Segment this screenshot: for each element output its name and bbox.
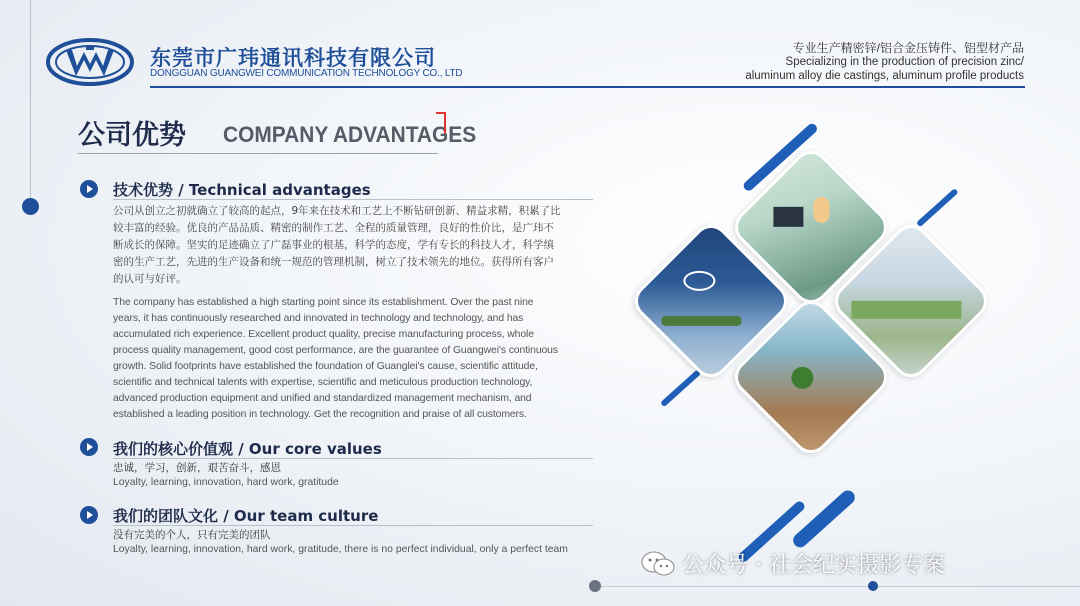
play-icon bbox=[80, 180, 98, 198]
team-culture-en: Loyalty, learning, innovation, hard work, gratitude, there is no perfect individual, only a perfect team bbox=[113, 544, 568, 555]
technical-en-line: process quality management, good cost performance, are the guarantee of Guangwei's continuous bbox=[113, 345, 558, 356]
tagline-en-line1: Specializing in the production of precision zinc/ bbox=[785, 56, 1024, 68]
company-logo bbox=[46, 38, 134, 86]
core-values-cn: 忠诚，学习，创新，艰苦奋斗，感恩 bbox=[113, 462, 281, 474]
decor-stripe bbox=[660, 369, 701, 407]
team-culture-cn: 没有完美的个人，只有完美的团队 bbox=[113, 529, 271, 541]
technical-cn-line: 公司从创立之初就确立了较高的起点，9年来在技术和工艺上不断钻研创新、精益求精，积累了比 bbox=[113, 205, 561, 217]
header-divider bbox=[150, 86, 1025, 88]
tagline-cn: 专业生产精密锌/铝合金压铸件、铝型材产品 bbox=[792, 41, 1024, 55]
section-rule bbox=[113, 458, 593, 459]
technical-cn-line: 密的生产工艺，先进的生产设备和统一规范的管理机制，树立了技术领先的地位。获得所有客户 bbox=[113, 256, 554, 268]
technical-en-line: established a leading position in technology. Get the recognition and praise of all customers. bbox=[113, 409, 527, 420]
technical-en-line: The company has established a high starting point since its establishment. Over the past nine bbox=[113, 297, 534, 308]
decor-dot bbox=[22, 198, 39, 215]
section-rule bbox=[113, 199, 593, 200]
decor-dot bbox=[868, 581, 878, 591]
section-title-team-culture: 我们的团队文化 / Our team culture bbox=[113, 507, 379, 525]
decor-dot bbox=[589, 580, 601, 592]
wechat-icon bbox=[640, 550, 676, 578]
technical-en-line: years, it has continuously researched and innovated in technology and technology, and has bbox=[113, 313, 524, 324]
title-accent bbox=[436, 112, 446, 134]
company-name-en: DONGGUAN GUANGWEI COMMUNICATION TECHNOLOGY CO., LTD bbox=[150, 68, 463, 79]
core-values-en: Loyalty, learning, innovation, hard work, gratitude bbox=[113, 477, 339, 488]
technical-en-paragraph bbox=[113, 295, 595, 423]
watermark-text: 公众号 · 社会纪实摄影专案 bbox=[682, 553, 945, 578]
technical-en-line: advanced production equipment and unified and standardized management mechanism, and bbox=[113, 393, 532, 404]
technical-cn-line: 较丰富的经验。优良的产品品质、精密的制作工艺、全程的质量管理，良好的性价比，是广玮不 bbox=[113, 222, 554, 234]
title-underline bbox=[78, 153, 438, 154]
watermark bbox=[640, 548, 945, 579]
tagline-en-line2: aluminum alloy die castings, aluminum profile products bbox=[745, 70, 1024, 82]
section-title-technical: 技术优势 / Technical advantages bbox=[113, 181, 371, 199]
play-icon bbox=[80, 506, 98, 524]
technical-cn-paragraph bbox=[113, 203, 595, 288]
technical-en-line: growth. Solid footprints have established the foundation of Guanglei's cause, scientific attitude, bbox=[113, 361, 538, 372]
page-title-en: COMPANY ADVANTAGES bbox=[223, 122, 477, 147]
decor-bottom-line bbox=[595, 586, 1080, 587]
decor-stripe bbox=[790, 488, 857, 551]
technical-cn-line: 断成长的保障。坚实的足迹确立了广磊事业的根基，科学的态度，学有专长的科技人才，科学缜 bbox=[113, 239, 554, 251]
tagline bbox=[745, 41, 1024, 83]
technical-en-line: scientific and technical talents with expertise, scientific and meticulous production technology, bbox=[113, 377, 533, 388]
play-icon bbox=[80, 438, 98, 456]
company-name-cn: 东莞市广玮通讯科技有限公司 bbox=[150, 46, 436, 70]
section-rule bbox=[113, 525, 593, 526]
decor-stripe bbox=[916, 188, 959, 227]
decor-vertical-line bbox=[30, 0, 31, 200]
page-title-cn: 公司优势 bbox=[78, 120, 186, 151]
technical-cn-line: 的认可与好评。 bbox=[113, 273, 187, 285]
section-title-core-values: 我们的核心价值观 / Our core values bbox=[113, 440, 382, 458]
technical-en-line: accumulated rich experience. Excellent product quality, precise manufacturing process, whole bbox=[113, 329, 534, 340]
